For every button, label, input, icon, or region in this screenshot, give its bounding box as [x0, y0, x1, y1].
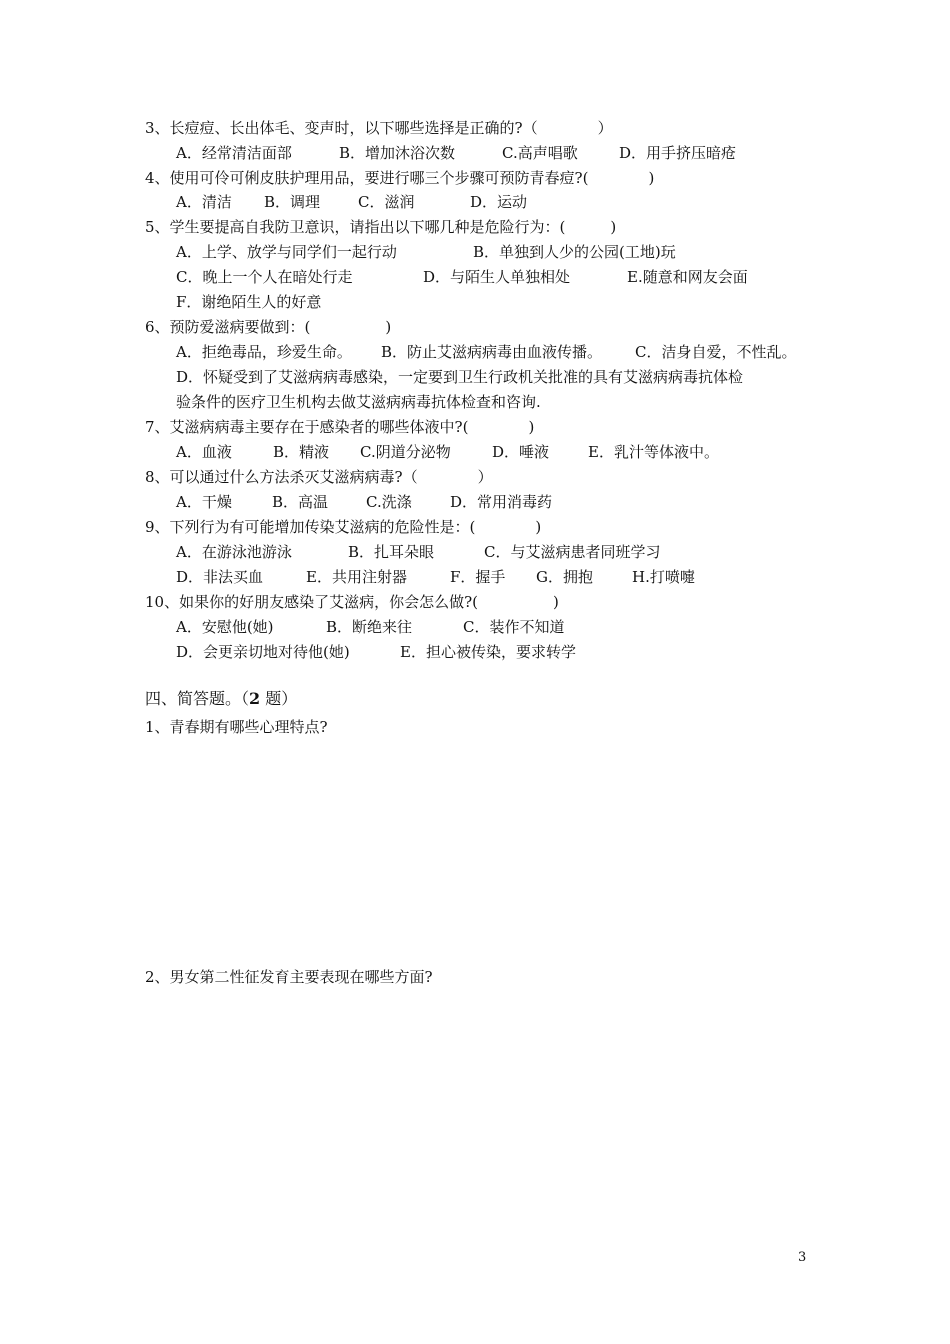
option: D．怀疑受到了艾滋病病毒感染，一定要到卫生行政机关批准的具有艾滋病病毒抗体检: [176, 368, 744, 386]
option: C．与艾滋病患者同班学习: [484, 543, 661, 561]
question-9-stem: 9、下列行为有可能增加传染艾滋病的危险性是：( ): [145, 518, 542, 536]
option: C.高声唱歌: [502, 144, 578, 162]
section-title-prefix: 四、简答题。（: [145, 689, 250, 708]
option: A．在游泳池游泳: [176, 543, 292, 561]
option: C．滋润: [358, 193, 415, 211]
question-4-options: [176, 190, 527, 214]
option: B．扎耳朵眼: [348, 543, 435, 561]
option: H.打喷嚏: [632, 568, 695, 586]
option: C．装作不知道: [463, 618, 565, 636]
question-4-stem: 4、使用可伶可俐皮肤护理用品，要进行哪三个步骤可预防青春痘?( ): [145, 169, 655, 187]
option: A．拒绝毒品，珍爱生命。: [176, 343, 352, 361]
option: C．洁身自爱，不性乱。: [635, 343, 797, 361]
question-6-options-row1: [176, 340, 796, 364]
option: A．安慰他(她): [176, 618, 274, 636]
question-6-stem: 6、预防爱滋病要做到：( ): [145, 318, 392, 336]
page-number: 3: [798, 1250, 807, 1265]
option: G．拥抱: [536, 568, 593, 586]
question-3-options: [176, 141, 736, 165]
option: D．运动: [470, 193, 528, 211]
option: A．上学、放学与同学们一起行动: [176, 243, 397, 261]
question-9-options-row2: [176, 565, 695, 589]
question-8-stem: 8、可以通过什么方法杀灭艾滋病病毒?（ ）: [145, 468, 493, 486]
option: B．高温: [272, 493, 329, 511]
question-10-options-row1: [176, 615, 564, 639]
question-10-options-row2: [176, 640, 576, 664]
option: C．晚上一个人在暗处行走: [176, 268, 353, 286]
question-10-stem: 10、如果你的好朋友感染了艾滋病，你会怎么做?( ): [145, 593, 559, 611]
question-8-options: [176, 490, 552, 514]
option: B．单独到人少的公园(工地)玩: [473, 243, 676, 261]
option: F．握手: [450, 568, 506, 586]
option: E．担心被传染，要求转学: [400, 643, 576, 661]
option: D．会更亲切地对待他(她): [176, 643, 350, 661]
option: E.随意和网友会面: [627, 268, 748, 286]
option: C.洗涤: [366, 493, 412, 511]
option: C.阴道分泌物: [360, 443, 451, 461]
option: A．血液: [176, 443, 232, 461]
option: D．唾液: [492, 443, 550, 461]
question-5-options-row1: [176, 240, 676, 264]
option: B．精液: [273, 443, 330, 461]
option: D．非法买血: [176, 568, 264, 586]
option: A．干燥: [176, 493, 232, 511]
option: B．调理: [264, 193, 321, 211]
question-5-options-row2: [176, 265, 748, 289]
option: 验条件的医疗卫生机构去做艾滋病病毒抗体检查和咨询.: [176, 393, 541, 411]
option: D．常用消毒药: [450, 493, 553, 511]
question-6-options-row2: [176, 365, 743, 389]
option: A．清洁: [176, 193, 232, 211]
question-7-stem: 7、艾滋病病毒主要存在于感染者的哪些体液中?( ): [145, 418, 535, 436]
section-title: [145, 687, 297, 711]
option: D．与陌生人单独相处: [423, 268, 571, 286]
question-6-options-row3: [176, 390, 541, 414]
option: B．防止艾滋病病毒由血液传播。: [381, 343, 603, 361]
question-9-options-row1: [176, 540, 660, 564]
option: E．乳汁等体液中。: [588, 443, 719, 461]
option: A．经常清洁面部: [176, 144, 292, 162]
option: E．共用注射器: [306, 568, 407, 586]
section-title-suffix: 题）: [260, 689, 298, 708]
question-5-options-row3: [176, 290, 321, 314]
option: F．谢绝陌生人的好意: [176, 293, 322, 311]
short-answer-1: 1、青春期有哪些心理特点?: [145, 718, 328, 736]
question-5-stem: 5、学生要提高自我防卫意识，请指出以下哪几种是危险行为：( ): [145, 218, 617, 236]
short-answer-2: 2、男女第二性征发育主要表现在哪些方面?: [145, 968, 433, 986]
question-3-stem: 3、长痘痘、长出体毛、变声时，以下哪些选择是正确的?（ ）: [145, 119, 613, 137]
option: D．用手挤压暗疮: [619, 144, 737, 162]
option: B．断绝来往: [326, 618, 413, 636]
question-7-options: [176, 440, 719, 464]
option: B．增加沐浴次数: [339, 144, 456, 162]
section-title-count: 2: [249, 689, 261, 708]
